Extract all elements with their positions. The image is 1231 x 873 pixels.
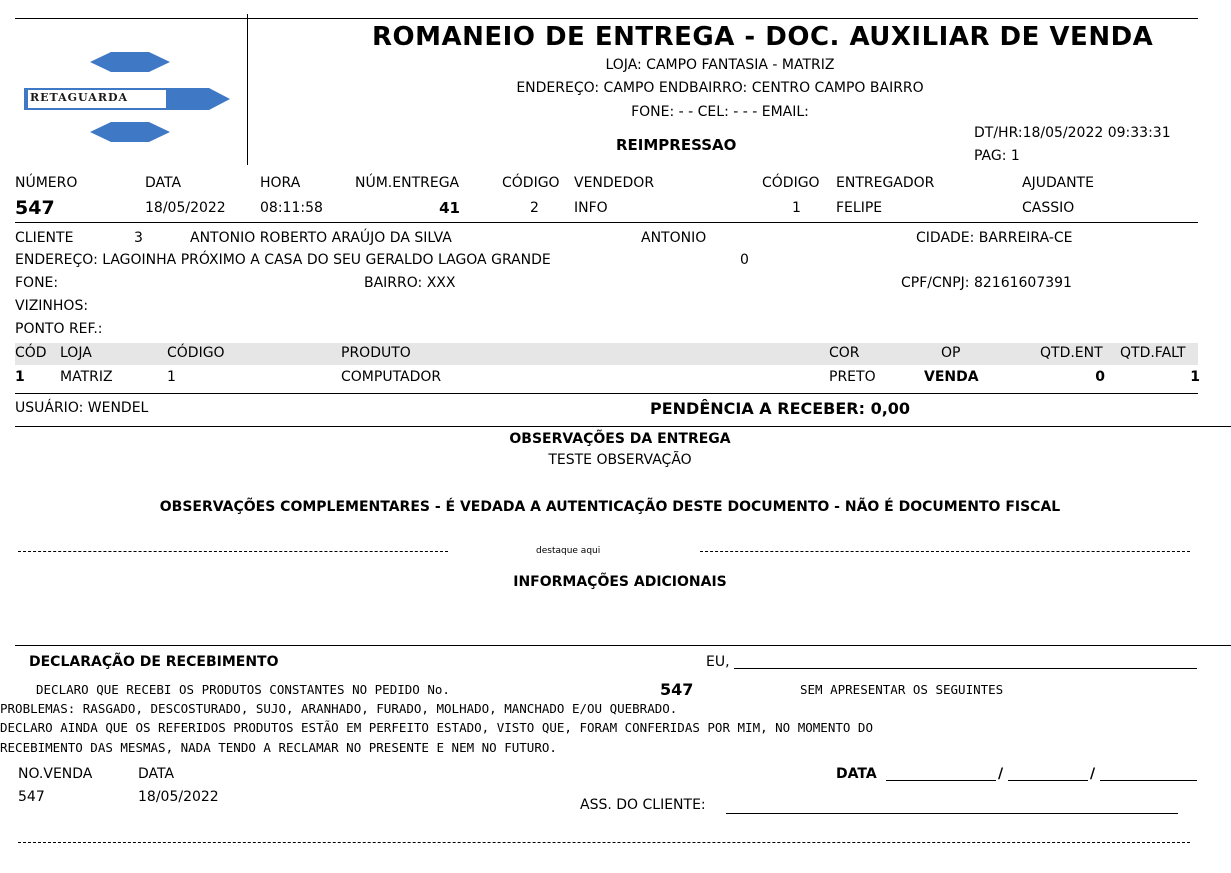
store-address: ENDEREÇO: CAMPO ENDBAIRRO: CENTRO CAMPO BAIRRO (516, 80, 924, 96)
order-number: 547 (15, 197, 55, 219)
logo-text: RETAGUARDA (30, 91, 129, 104)
label-num-entrega: NÚM.ENTREGA (355, 175, 460, 191)
deliverer-name: FELIPE (836, 200, 883, 216)
helper-name: CASSIO (1022, 200, 1075, 216)
label-codigo-entregador: CÓDIGO (762, 175, 820, 191)
row-codigo: 1 (167, 369, 176, 385)
products-rule (15, 393, 1198, 394)
client-address: ENDEREÇO: LAGOINHA PRÓXIMO A CASA DO SEU GERALDO LAGOA GRANDE (15, 252, 551, 268)
declaration-line4: RECEBIMENTO DAS MESMAS, NADA TENDO A RECLAMAR NO PRESENTE E NEM NO FUTURO. (0, 740, 557, 755)
print-datetime: DT/HR:18/05/2022 09:33:31 (974, 125, 1171, 141)
declaration-line1b: SEM APRESENTAR OS SEGUINTES (800, 682, 1004, 697)
store-name: LOJA: CAMPO FANTASIA - MATRIZ (605, 57, 835, 73)
client-address-number: 0 (740, 252, 749, 268)
eu-label: EU, (706, 654, 730, 670)
col-produto: PRODUTO (341, 345, 411, 361)
sale-date-label: DATA (138, 766, 175, 782)
label-data: DATA (145, 175, 182, 191)
declaration-order-number: 547 (660, 680, 694, 699)
date-year-line (1100, 780, 1197, 781)
sale-number-label: NO.VENDA (18, 766, 93, 782)
row-loja: MATRIZ (60, 369, 113, 385)
row-produto: COMPUTADOR (341, 369, 442, 385)
delivery-number: 41 (439, 199, 460, 217)
client-cpf: CPF/CNPJ: 82161607391 (901, 275, 1072, 291)
cut-line-right (700, 551, 1190, 552)
order-date: 18/05/2022 (145, 200, 226, 216)
date-signature-label: DATA (836, 766, 877, 782)
client-name: ANTONIO ROBERTO ARAÚJO DA SILVA (190, 230, 452, 246)
sale-date: 18/05/2022 (138, 789, 219, 805)
name-line (734, 668, 1197, 669)
row-cod: 1 (15, 369, 25, 385)
pending-balance: PENDÊNCIA A RECEBER: 0,00 (650, 399, 911, 418)
observations-title: OBSERVAÇÕES DA ENTREGA (509, 431, 731, 447)
client-signature-label: ASS. DO CLIENTE: (580, 797, 706, 813)
col-codigo: CÓDIGO (167, 345, 225, 361)
col-cor: COR (829, 345, 860, 361)
col-loja: LOJA (60, 345, 92, 361)
top-rule (15, 18, 1198, 19)
label-vendedor: VENDEDOR (574, 175, 655, 191)
label-entregador: ENTREGADOR (836, 175, 935, 191)
seller-code: 2 (530, 200, 539, 216)
client-neighbors: VIZINHOS: (15, 298, 89, 314)
client-city: CIDADE: BARREIRA-CE (916, 230, 1073, 246)
document-title: ROMANEIO DE ENTREGA - DOC. AUXILIAR DE VENDA (372, 22, 1154, 52)
date-sep-1: / (998, 766, 1004, 782)
client-phone: FONE: (15, 275, 59, 291)
reprint-label: REIMPRESSAO (616, 136, 737, 154)
declaration-rule (15, 645, 1231, 646)
col-qtd-falt: QTD.FALT (1120, 345, 1186, 361)
row-op: VENDA (924, 369, 979, 385)
store-phone: FONE: - - CEL: - - - EMAIL: (631, 104, 809, 120)
client-code: 3 (134, 230, 143, 246)
cut-line-left (18, 551, 448, 552)
declaration-title: DECLARAÇÃO DE RECEBIMENTO (29, 654, 279, 670)
page-number: PAG: 1 (974, 148, 1020, 164)
sale-number: 547 (18, 789, 45, 805)
client-neighborhood: BAIRRO: XXX (364, 275, 456, 291)
row-qtd-falt: 1 (1190, 369, 1200, 385)
declaration-line1a: DECLARO QUE RECEBI OS PRODUTOS CONSTANTES NO PEDIDO No. (36, 682, 450, 697)
date-month-line (1008, 780, 1088, 781)
seller-name: INFO (574, 200, 608, 216)
user-label: USUÁRIO: WENDEL (15, 400, 149, 416)
client-label: CLIENTE (15, 230, 74, 246)
order-rule (15, 222, 1198, 223)
deliverer-code: 1 (792, 200, 801, 216)
client-nickname: ANTONIO (641, 230, 707, 246)
cut-here-label: destaque aqui (536, 546, 601, 556)
col-qtd-ent: QTD.ENT (1040, 345, 1103, 361)
date-sep-2: / (1090, 766, 1096, 782)
date-day-line (886, 780, 996, 781)
row-qtd-ent: 0 (1095, 369, 1105, 385)
observations-text: TESTE OBSERVAÇÃO (548, 452, 692, 468)
additional-info-title: INFORMAÇÕES ADICIONAIS (513, 574, 727, 590)
label-codigo-vendedor: CÓDIGO (502, 175, 560, 191)
declaration-line2: PROBLEMAS: RASGADO, DESCOSTURADO, SUJO, ARANHADO, FURADO, MOLHADO, MANCHADO E/OU QUEBRADO. (0, 701, 678, 716)
bottom-cut-line (18, 842, 1190, 843)
client-reference: PONTO REF.: (15, 321, 103, 337)
label-ajudante: AJUDANTE (1022, 175, 1094, 191)
complementary-observations: OBSERVAÇÕES COMPLEMENTARES - É VEDADA A AUTENTICAÇÃO DESTE DOCUMENTO - NÃO É DOCUMENTO FISCAL (159, 499, 1061, 515)
declaration-line3: DECLARO AINDA QUE OS REFERIDOS PRODUTOS ESTÃO EM PERFEITO ESTADO, VISTO QUE, FORAM CONFERIDAS POR MIM, NO MOMENTO DO (0, 720, 873, 735)
label-numero: NÚMERO (15, 175, 78, 191)
order-time: 08:11:58 (260, 200, 323, 216)
label-hora: HORA (260, 175, 301, 191)
row-cor: PRETO (829, 369, 876, 385)
retaguarda-logo (24, 52, 234, 148)
col-cod: CÓD (15, 345, 47, 361)
signature-line (726, 813, 1178, 814)
col-op: OP (941, 345, 961, 361)
observations-rule (15, 426, 1231, 427)
logo-separator (247, 14, 248, 165)
